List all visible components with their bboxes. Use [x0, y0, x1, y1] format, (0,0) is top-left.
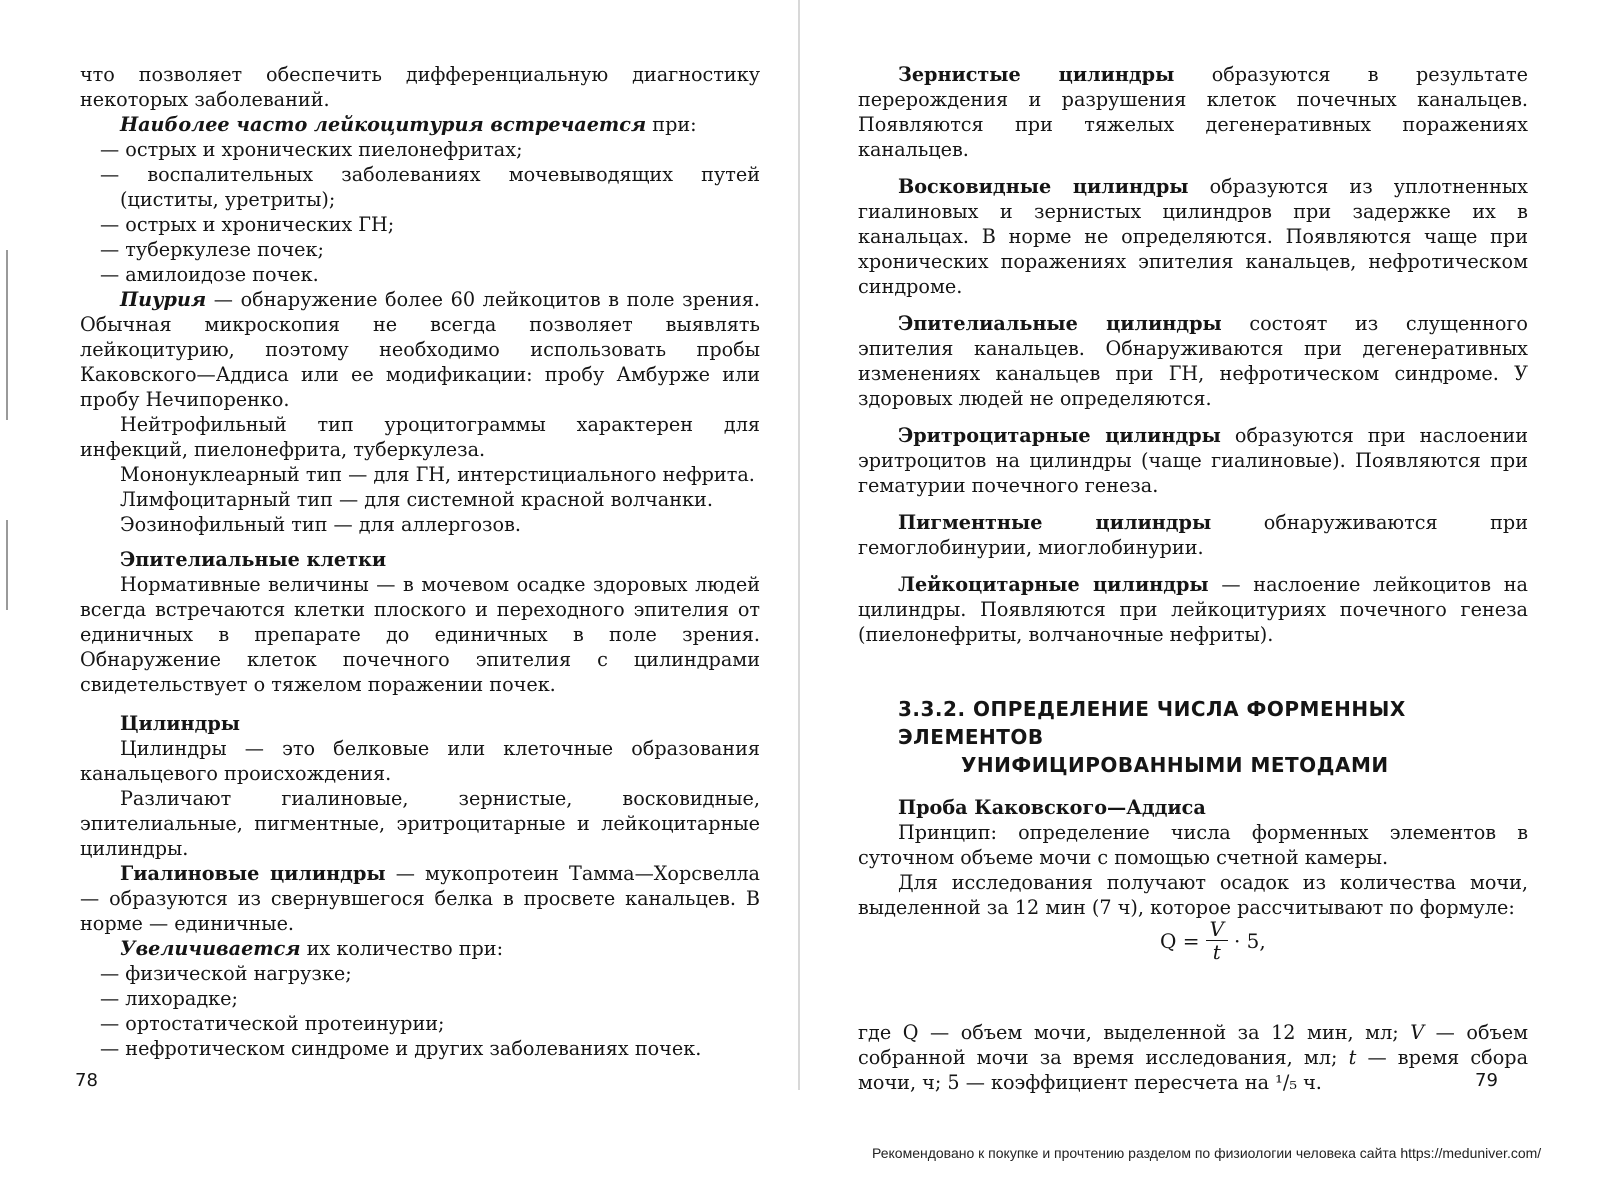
list-item: — воспалительных заболеваниях мочевыводящих путей (циститы, уретриты);: [100, 163, 760, 211]
paragraph: что позволяет обеспечить дифференциальную диагностику некоторых заболеваний.: [80, 63, 760, 111]
paragraph: Для исследования получают осадок из количества мочи, выделенной за 12 мин (7 ч), которое рассчитывают по формуле:: [858, 871, 1528, 919]
term: Зернистые цилиндры: [898, 63, 1175, 86]
section-title-line: ОПРЕДЕЛЕНИЕ ЧИСЛА ФОРМЕННЫХ ЭЛЕМЕНТОВ: [898, 697, 1406, 749]
paragraph: [80, 861, 760, 936]
text: образуются из уплотненных гиалиновых и зернистых цилиндров при задержке их в канальцах. В норме не определяются. Появляются чаще при хронических поражениях эпителия канальцев, нефротическом синдроме.: [858, 175, 1528, 298]
text: — обнаружение более 60 лейкоцитов в поле зрения. Обычная микроскопия не всегда позволяет выявлять лейкоцитурию, поэтому необходимо использовать пробы Каковского—Аддиса или ее модификации: пробу Амбурже или пробу Нечипоренко.: [80, 288, 760, 411]
spacer: [858, 299, 1528, 311]
footer-note: Рекомендовано к покупке и прочтению разделом по физиологии человека сайта https://meduniver.com/: [872, 1145, 1542, 1161]
paragraph: Мононуклеарный тип — для ГН, интерстициального нефрита.: [120, 463, 755, 486]
term: Лейкоцитарные цилиндры: [898, 573, 1209, 596]
formula-legend: [858, 1020, 1528, 1095]
text: — наслоение лейкоцитов на цилиндры. Появляются при лейкоцитуриях почечного генеза (пиелонефриты, волчаночные нефриты).: [858, 573, 1528, 646]
section-title: [858, 695, 1528, 779]
paragraph: Нейтрофильный тип уроцитограммы характерен для инфекций, пиелонефрита, туберкулеза.: [80, 413, 760, 461]
variable: t: [1348, 1046, 1357, 1069]
emphasis-text: Увеличивается: [120, 937, 301, 960]
paragraph: Принцип: определение числа форменных элементов в суточном объеме мочи с помощью счетной камеры.: [858, 821, 1528, 869]
subheading: Проба Каковского—Аддиса: [898, 796, 1206, 819]
text: ч.: [1297, 1071, 1322, 1094]
page-number: 79: [1475, 1070, 1498, 1091]
formula-fraction: [1206, 918, 1228, 963]
term: Восковидные цилиндры: [898, 175, 1189, 198]
list-item: — нефротическом синдроме и других заболеваниях почек.: [100, 1037, 702, 1060]
paragraph: [80, 287, 760, 412]
left-page: [80, 62, 760, 1061]
scan-edge-mark: [6, 250, 8, 420]
paragraph: Цилиндры — это белковые или клеточные образования канальцевого происхождения.: [80, 737, 760, 785]
paragraph: Различают гиалиновые, зернистые, восковидные, эпителиальные, пигментные, эритроцитарные и лейкоцитарные цилиндры.: [80, 787, 760, 860]
text: при:: [646, 113, 697, 136]
gutter-line: [798, 0, 800, 1090]
text: — объем собранной мочи за время исследования, мл;: [858, 1021, 1528, 1069]
list-item: — острых и хронических пиелонефритах;: [100, 138, 523, 161]
emphasis-text: Наиболее часто лейкоцитурия встречается: [120, 113, 647, 136]
variable: V: [1410, 1021, 1425, 1044]
paragraph: [858, 572, 1528, 647]
list-item: — физической нагрузке;: [100, 962, 352, 985]
spacer: [858, 647, 1528, 671]
list: [80, 961, 760, 1061]
formula: [1160, 918, 1266, 963]
text: где Q — объем мочи, выделенной за 12 мин, мл;: [858, 1021, 1411, 1044]
spacer: [858, 560, 1528, 572]
list-item: — туберкулезе почек;: [100, 238, 324, 261]
term: Эритроцитарные цилиндры: [898, 424, 1221, 447]
paragraph: Лимфоцитарный тип — для системной красной волчанки.: [120, 488, 713, 511]
list-item: — амилоидозе почек.: [100, 263, 319, 286]
list-item: — ортостатической протеинурии;: [100, 1012, 445, 1035]
spacer: [858, 411, 1528, 423]
scan-edge-mark: [6, 520, 8, 610]
paragraph: [858, 174, 1528, 299]
spacer: [858, 162, 1528, 174]
formula-denominator: t: [1212, 940, 1221, 964]
text: обнаруживаются при гемоглобинурии, миоглобинурии.: [858, 511, 1528, 559]
formula-numerator: V: [1206, 918, 1228, 941]
page-number: 78: [75, 1070, 98, 1091]
list: [80, 137, 760, 287]
paragraph: [858, 423, 1528, 498]
list-item: — лихорадке;: [100, 987, 238, 1010]
paragraph: [858, 311, 1528, 411]
text: состоят из слущенного эпителия канальцев. Обнаруживаются при дегенеративных изменениях канальцев при ГН, нефротическом синдроме. У здоровых людей не определяются.: [858, 312, 1528, 410]
fraction: ¹/₅: [1275, 1071, 1298, 1094]
paragraph: Нормативные величины — в мочевом осадке здоровых людей всегда встречаются клетки плоского и переходного эпителия от единичных в препарате до единичных в поле зрения. Обнаружение клеток почечного эпителия с цилиндрами свидетельствует о тяжелом поражении почек.: [80, 573, 760, 696]
formula-lhs: Q =: [1160, 928, 1200, 953]
subheading: Цилиндры: [120, 712, 241, 735]
section-number: 3.3.2.: [898, 697, 966, 721]
spacer: [858, 671, 1528, 695]
text: образуются при наслоении эритроцитов на цилиндры (чаще гиалиновые). Появляются при гематурии почечного генеза.: [858, 424, 1529, 497]
paragraph: [858, 510, 1528, 560]
paragraph: Эозинофильный тип — для аллергозов.: [120, 513, 521, 536]
spacer: [858, 498, 1528, 510]
subheading: Эпителиальные клетки: [120, 548, 387, 571]
text: их количество при:: [300, 937, 504, 960]
paragraph: [858, 62, 1528, 162]
term: Пигментные цилиндры: [898, 511, 1212, 534]
list-item: — острых и хронических ГН;: [100, 213, 395, 236]
term: Пиурия: [120, 288, 207, 311]
text: — мукопротеин Тамма—Хорсвелла — образуются из свернувшегося белка в просвете канальцев. В норме — единичные.: [80, 862, 760, 935]
term: Эпителиальные цилиндры: [898, 312, 1222, 335]
text: — время сбора мочи, ч; 5 — коэффициент пересчета на: [858, 1046, 1529, 1094]
section-title-line: УНИФИЦИРОВАННЫМИ МЕТОДАМИ: [961, 753, 1389, 777]
paragraph: [80, 936, 760, 961]
term: Гиалиновые цилиндры: [120, 862, 386, 885]
paragraph: [80, 112, 760, 137]
formula-rhs: · 5,: [1233, 928, 1266, 953]
text: образуются в результате перерождения и разрушения клеток почечных канальцев. Появляются при тяжелых дегенеративных поражениях канальцев.: [858, 63, 1528, 161]
